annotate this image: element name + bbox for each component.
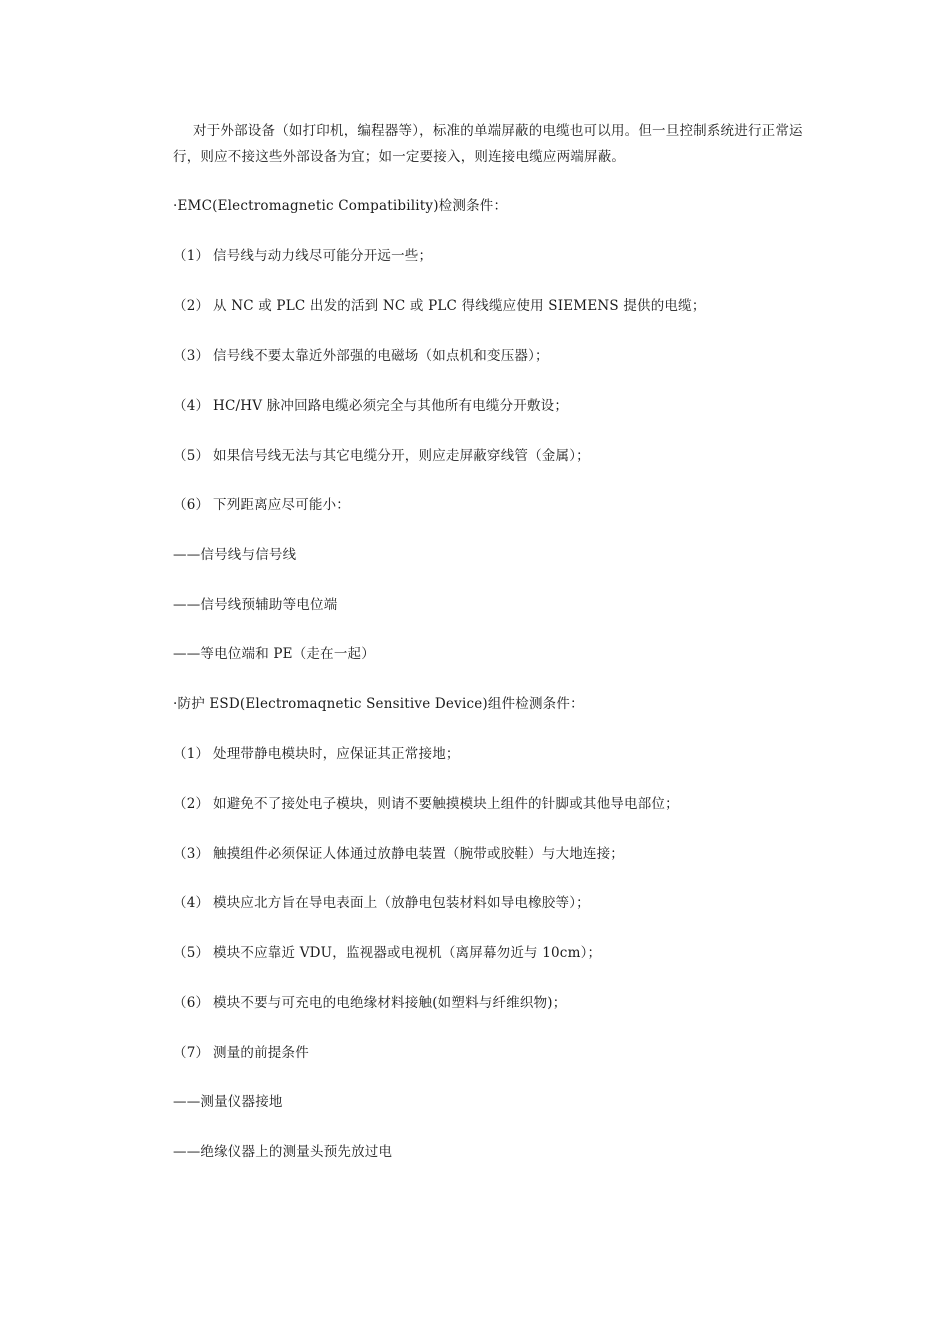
esd-item-number: （4） <box>173 895 210 911</box>
esd-dash-1: ——测量仪器接地 <box>173 1094 283 1110</box>
emc-dash-2: ——信号线预辅助等电位端 <box>173 597 338 613</box>
esd-item-6 <box>173 993 566 1013</box>
emc-item-text: 信号线不要太靠近外部强的电磁场（如点机和变压器）； <box>213 348 549 364</box>
esd-item-number: （7） <box>173 1045 210 1061</box>
esd-item-number: （6） <box>173 995 210 1011</box>
emc-item-1 <box>173 246 432 266</box>
emc-item-number: （4） <box>173 398 210 414</box>
esd-item-number: （1） <box>173 746 210 762</box>
emc-item-text: HC/HV 脉冲回路电缆必须完全与其他所有电缆分开敷设； <box>213 398 569 414</box>
esd-item-5 <box>173 943 601 963</box>
esd-item-text: 如避免不了接处电子模块，则请不要触摸模块上组件的针脚或其他导电部位； <box>213 796 679 812</box>
emc-item-text: 下列距离应尽可能小： <box>213 497 350 513</box>
esd-item-number: （5） <box>173 945 210 961</box>
esd-item-1 <box>173 744 460 764</box>
emc-item-3 <box>173 346 549 366</box>
esd-item-text: 模块不应靠近 VDU，监视器或电视机（离屏幕勿近与 10cm）； <box>213 945 602 961</box>
esd-dash-2: ——绝缘仪器上的测量头预先放过电 <box>173 1144 393 1160</box>
esd-item-text: 模块应北方旨在导电表面上（放静电包装材料如导电橡胶等）； <box>213 895 590 911</box>
emc-dash-1: ——信号线与信号线 <box>173 547 297 563</box>
emc-dash-3: ——等电位端和 PE（走在一起） <box>173 646 375 662</box>
esd-item-4 <box>173 893 590 913</box>
esd-item-7 <box>173 1043 309 1063</box>
emc-item-number: （1） <box>173 248 210 264</box>
esd-item-text: 处理带静电模块时，应保证其正常接地； <box>213 746 460 762</box>
emc-item-6 <box>173 495 350 515</box>
emc-heading: ·EMC(Electromagnetic Compatibility)检测条件： <box>173 198 508 214</box>
emc-item-text: 从 NC 或 PLC 出发的活到 NC 或 PLC 得线缆应使用 SIEMENS 提供的电缆； <box>213 298 706 314</box>
emc-item-text: 如果信号线无法与其它电缆分开，则应走屏蔽穿线管（金属）； <box>213 448 590 464</box>
emc-item-number: （3） <box>173 348 210 364</box>
esd-heading: ·防护 ESD(Electromaqnetic Sensitive Device)组件检测条件： <box>173 696 584 712</box>
esd-item-2 <box>173 794 679 814</box>
emc-item-number: （6） <box>173 497 210 513</box>
emc-item-2 <box>173 296 706 316</box>
emc-item-5 <box>173 446 590 466</box>
esd-item-3 <box>173 844 624 864</box>
esd-item-text: 测量的前提条件 <box>213 1045 309 1061</box>
emc-item-number: （5） <box>173 448 210 464</box>
esd-item-number: （3） <box>173 846 210 862</box>
esd-item-text: 触摸组件必须保证人体通过放静电装置（腕带或胶鞋）与大地连接； <box>213 846 624 862</box>
emc-item-4 <box>173 396 568 416</box>
intro-paragraph: 对于外部设备（如打印机，编程器等），标准的单端屏蔽的电缆也可以用。但一旦控制系统进行正常运行，则应不接这些外部设备为宜；如一定要接入，则连接电缆应两端屏蔽。 <box>173 123 803 165</box>
emc-item-number: （2） <box>173 298 210 314</box>
esd-item-number: （2） <box>173 796 210 812</box>
emc-item-text: 信号线与动力线尽可能分开远一些； <box>213 248 433 264</box>
esd-item-text: 模块不要与可充电的电绝缘材料接触(如塑料与纤维织物)； <box>213 995 567 1011</box>
